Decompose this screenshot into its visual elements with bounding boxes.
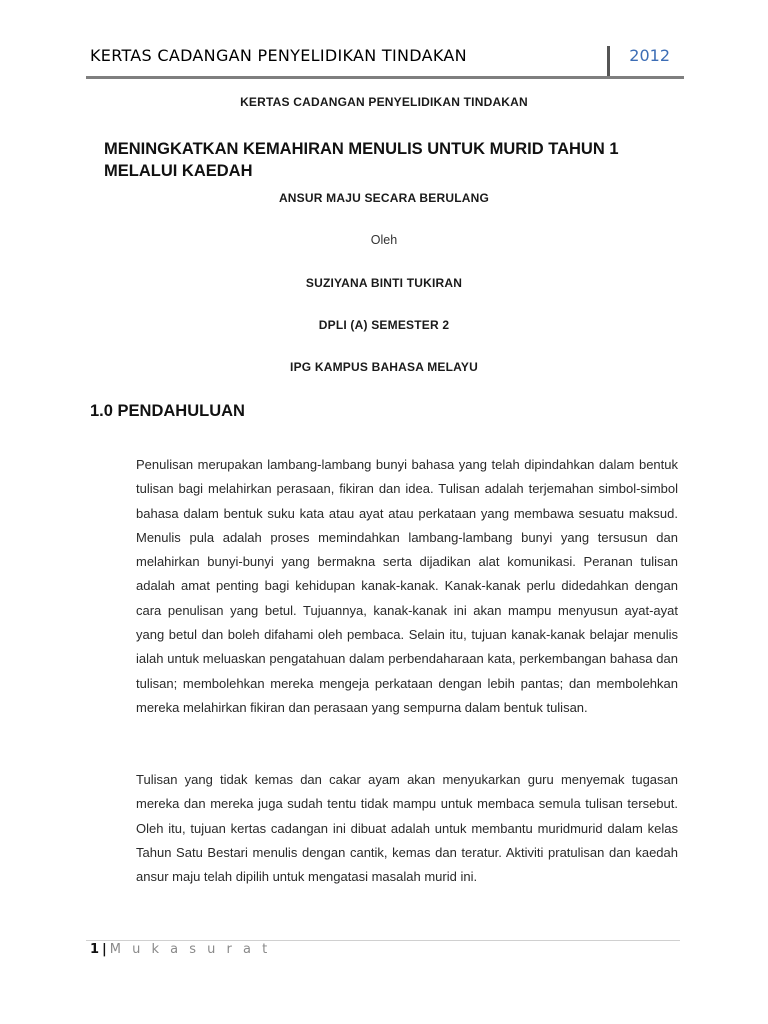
by-label: Oleh xyxy=(370,233,398,247)
page-number: 1 xyxy=(90,942,100,957)
header-year: 2012 xyxy=(629,46,670,65)
institution-name: IPG KAMPUS BAHASA MELAYU xyxy=(290,360,478,374)
page-label: M u k a s u r a t xyxy=(109,942,271,957)
paragraph-1: Penulisan merupakan lambang-lambang bunyi bahasa yang telah dipindahkan dalam bentuk tulisan bagi melahirkan perasaan, fikiran dan idea. Tulisan adalah terjemahan simbol-simbol bahasa dalam bentuk suku kata atau ayat atau perkataan yang membawa sesuatu maksud. Menulis pula adalah proses memindahkan lambang-lambang bunyi yang tersusun dan melahirkan bunyi-bunyi yang bermakna serta dijadikan alat komunikasi. Peranan tulisan adalah amat penting bagi kehidupan kanak-kanak. Kanak-kanak perlu didedahkan dengan cara penulisan yang betul. Tujuannya, kanak-kanak ini akan mampu menyusun ayat-ayat yang betul dan boleh difahami oleh pembaca. Selain itu, tujuan kanak-kanak belajar menulis ialah untuk meluaskan pengatahuan dalam perbendaharaan kata, perkembangan bahasa dan tulisan; membolehkan mereka mengeja perkataan dengan lebih pantas; dan membolehkan mereka melahirkan fikiran dan perasaan yang sempurna dalam bentuk tulisan. xyxy=(136,457,678,715)
page-footer xyxy=(90,942,271,957)
header-separator xyxy=(607,46,610,76)
document-title: MENINGKATKAN KEMAHIRAN MENULIS UNTUK MURID TAHUN 1 MELALUI KAEDAH xyxy=(104,140,619,180)
author-name: SUZIYANA BINTI TUKIRAN xyxy=(305,276,463,290)
paragraph-2: Tulisan yang tidak kemas dan cakar ayam akan menyukarkan guru menyemak tugasan mereka dan mereka juga sudah tentu tidak mampu untuk membaca semula tulisan tersebut. Oleh itu, tujuan kertas cadangan ini dibuat adalah untuk membantu muridmurid dalam kelas Tahun Satu Bestari menulis dengan cantik, kemas dan teratur. Aktiviti pratulisan dan kaedah ansur maju telah dipilih untuk mengatasi masalah murid ini. xyxy=(136,772,678,885)
program-name: DPLI (A) SEMESTER 2 xyxy=(318,318,450,332)
document-type: KERTAS CADANGAN PENYELIDIKAN TINDAKAN xyxy=(240,95,528,109)
header-title: KERTAS CADANGAN PENYELIDIKAN TINDAKAN xyxy=(90,46,467,65)
page-header xyxy=(86,40,684,79)
footer-divider xyxy=(86,940,680,941)
document-subtitle: ANSUR MAJU SECARA BERULANG xyxy=(278,191,490,205)
section-heading: 1.0 PENDAHULUAN xyxy=(90,402,245,420)
footer-separator: | xyxy=(102,942,107,957)
